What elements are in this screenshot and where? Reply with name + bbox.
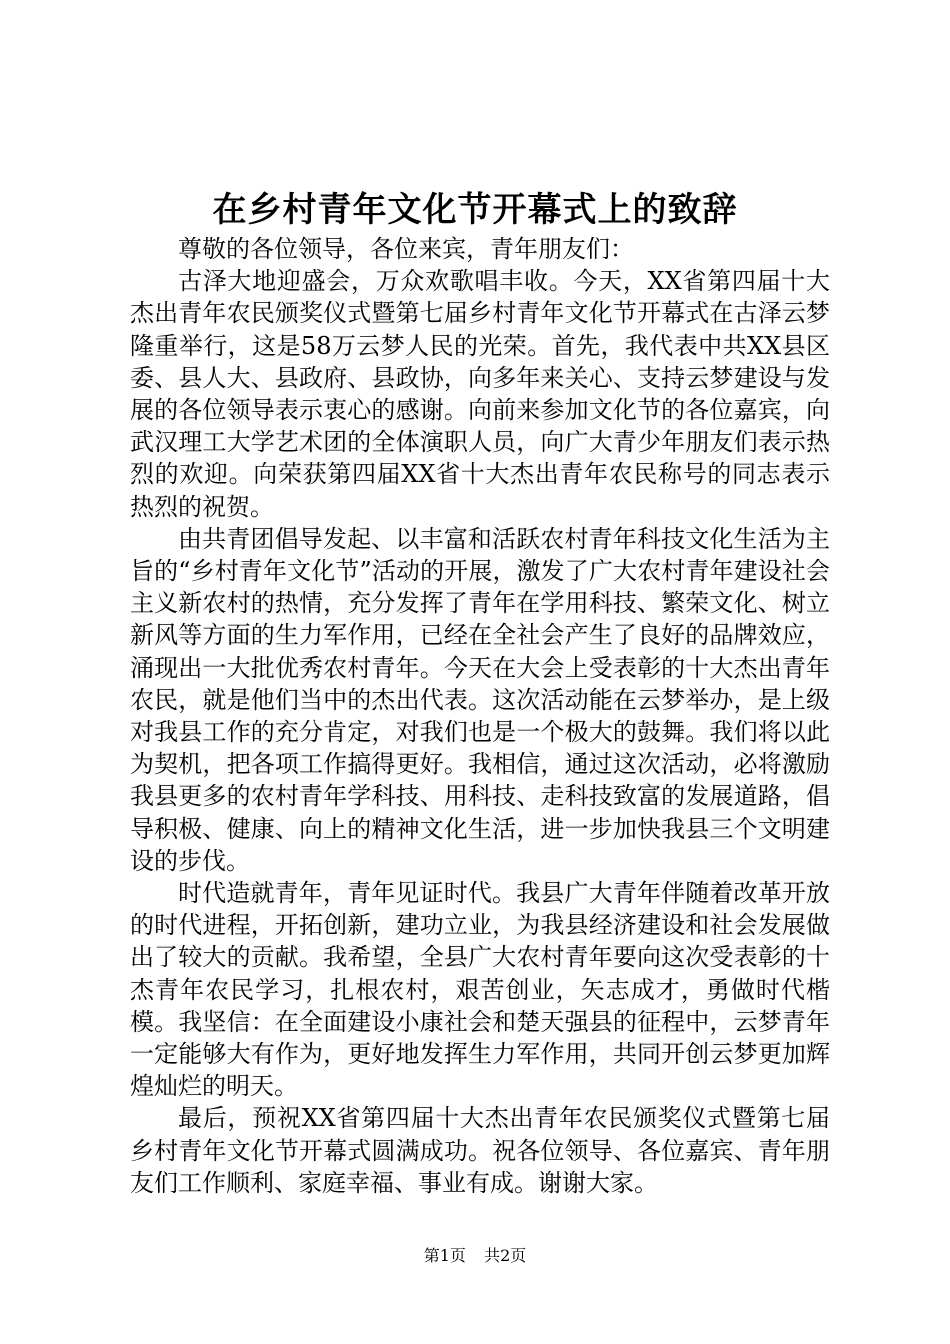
page-number-total: 共2页 [484, 1246, 527, 1265]
page-number-current: 第1页 [423, 1246, 466, 1265]
page-footer [0, 1245, 950, 1267]
document-body [130, 233, 830, 1199]
body-paragraph-2: 由共青团倡导发起、以丰富和活跃农村青年科技文化生活为主旨的“乡村青年文化节”活动的开展，激发了广大农村青年建设社会主义新农村的热情，充分发挥了青年在学用科技、繁荣文化、树立新风等方面的生力军作用，已经在全社会产生了良好的品牌效应，涌现出一大批优秀农村青年。今天在大会上受表彰的十大杰出青年农民，就是他们当中的杰出代表。这次活动能在云梦举办，是上级对我县工作的充分肯定，对我们也是一个极大的鼓舞。我们将以此为契机，把各项工作搞得更好。我相信，通过这次活动，必将激励我县更多的农村青年学科技、用科技、走科技致富的发展道路，倡导积极、健康、向上的精神文化生活，进一步加快我县三个文明建设的步伐。 [130, 524, 830, 875]
salutation-paragraph: 尊敬的各位领导，各位来宾，青年朋友们： [178, 235, 634, 263]
document-title: 在乡村青年文化节开幕式上的致辞 [212, 190, 738, 230]
body-paragraph-1: 古泽大地迎盛会，万众欢歌唱丰收。今天，XX省第四届十大杰出青年农民颁奖仪式暨第七届乡村青年文化节开幕式在古泽云梦隆重举行，这是58万云梦人民的光荣。首先，我代表中共XX县区委、县人大、县政府、县政协，向多年来关心、支持云梦建设与发展的各位领导表示衷心的感谢。向前来参加文化节的各位嘉宾，向武汉理工大学艺术团的全体演职人员，向广大青少年朋友们表示热烈的欢迎。向荣获第四届XX省十大杰出青年农民称号的同志表示热烈的祝贺。 [130, 267, 830, 521]
closing-paragraph: 最后，预祝XX省第四届十大杰出青年农民颁奖仪式暨第七届乡村青年文化节开幕式圆满成功。祝各位领导、各位嘉宾、青年朋友们工作顺利、家庭幸福、事业有成。谢谢大家。 [130, 1104, 830, 1197]
body-paragraph-3: 时代造就青年，青年见证时代。我县广大青年伴随着改革开放的时代进程，开拓创新，建功立业，为我县经济建设和社会发展做出了较大的贡献。我希望，全县广大农村青年要向这次受表彰的十杰青年农民学习，扎根农村，艰苦创业，矢志成才，勇做时代楷模。我坚信：在全面建设小康社会和楚天强县的征程中，云梦青年一定能够大有作为，更好地发挥生力军作用，共同开创云梦更加辉煌灿烂的明天。 [130, 879, 830, 1101]
